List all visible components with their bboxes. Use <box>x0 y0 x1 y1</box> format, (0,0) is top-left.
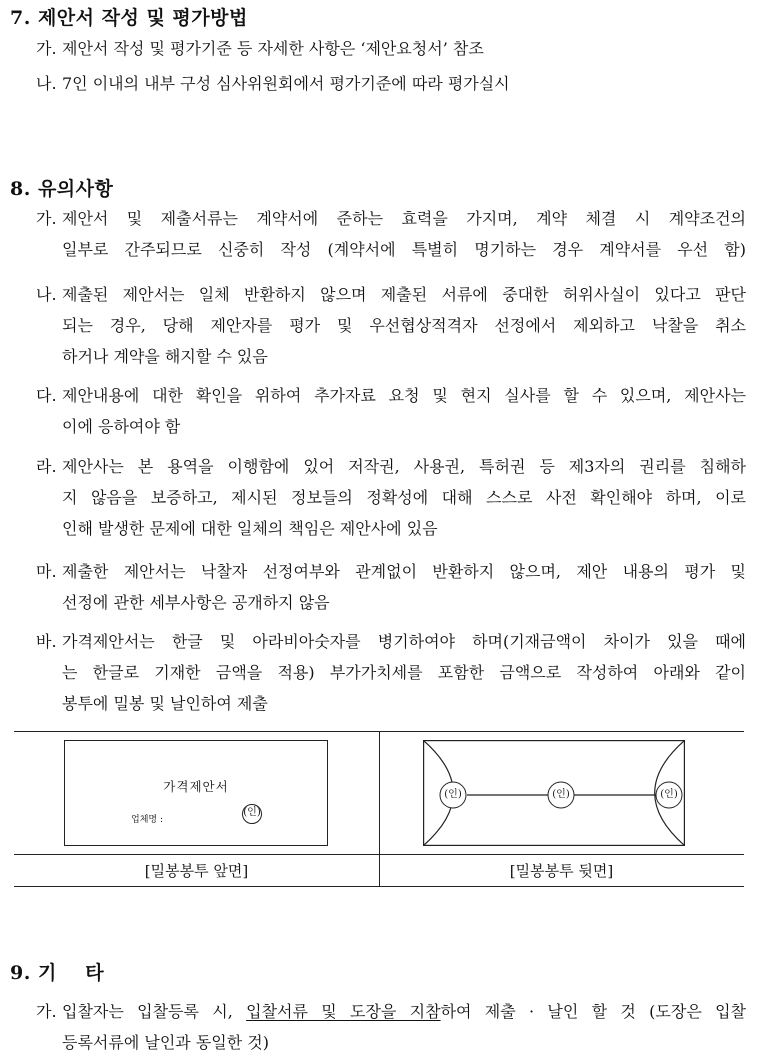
item-marker: 다. <box>36 386 57 405</box>
company-name-label: 업체명 : <box>131 815 163 825</box>
envelope-back-caption: [밀봉봉투 뒷면] <box>509 862 614 880</box>
envelope-figure-table <box>14 731 744 887</box>
item-text: 인해 발생한 문제에 대한 일체의 책임은 제안사에 있음 <box>62 519 438 538</box>
seal-stamp-icon: (인) <box>660 789 678 800</box>
item-text: 제안서 및 제출서류는 계약서에 준하는 효력을 가지며, 계약 체결 시 계약조건의 <box>62 209 746 228</box>
item-marker: 나. <box>36 74 57 93</box>
item-text: 제출된 제안서는 일체 반환하지 않으며 제출된 서류에 중대한 허위사실이 있다고 판단 <box>62 285 746 304</box>
section-8-item-ra <box>36 451 746 544</box>
item-marker: 가. <box>36 209 57 228</box>
section-8-item-ga <box>36 203 746 265</box>
item-text: 되는 경우, 당해 제안자를 평가 및 우선협상적격자 선정에서 제외하고 낙찰을 취소 <box>62 316 746 335</box>
item-text: 이에 응하여야 함 <box>62 417 181 436</box>
section-8-item-ba <box>36 626 746 719</box>
section-8-item-na <box>36 279 746 372</box>
item-text: 선정에 관한 세부사항은 공개하지 않음 <box>62 593 330 612</box>
envelope-front-illustration <box>64 740 328 846</box>
item-marker: 라. <box>36 457 57 476</box>
item-text: 지 않음을 보증하고, 제시된 정보들의 정확성에 대해 스스로 사전 확인해야 하며, 이로 <box>62 488 746 507</box>
section-8-title: 8. 유의사항 <box>10 178 114 200</box>
item-marker: 바. <box>36 632 57 651</box>
item-marker: 가. <box>36 1002 57 1021</box>
item-text: 제안내용에 대한 확인을 위하여 추가자료 요청 및 현지 실사를 할 수 있으며, 제안사는 <box>62 386 746 405</box>
section-7-item-na <box>36 68 746 99</box>
envelope-front-caption: [밀봉봉투 앞면] <box>144 862 249 880</box>
section-7-title: 7. 제안서 작성 및 평가방법 <box>10 7 248 29</box>
item-text: 하거나 계약을 해지할 수 있음 <box>62 347 268 366</box>
section-9-item-ga <box>36 996 746 1058</box>
item-text: 가격제안서는 한글 및 아라비아숫자를 병기하여야 하며(기재금액이 차이가 있을 때에 <box>62 632 746 651</box>
item-text: 봉투에 밀봉 및 날인하여 제출 <box>62 694 268 713</box>
item-marker: 마. <box>36 562 57 581</box>
item-text: 등록서류에 날인과 동일한 것) <box>62 1033 269 1052</box>
item-text: 는 한글로 기재한 금액을 적용) 부가가치세를 포함한 금액으로 작성하여 아래와 같이 <box>62 663 746 682</box>
item-marker: 나. <box>36 285 57 304</box>
item-text: 하여 제출 · 날인 할 것 (도장은 입찰 <box>440 1002 746 1021</box>
item-text: 제안서 작성 및 평가기준 등 자세한 사항은 ‘제안요청서’ 참조 <box>62 39 484 58</box>
envelope-front-title: 가격제안서 <box>163 779 229 794</box>
item-text: 일부로 간주되므로 신중히 작성 (계약서에 특별히 명기하는 경우 계약서를 우선 함) <box>62 240 746 259</box>
seal-stamp-icon: (인) <box>552 789 570 800</box>
item-text: 7인 이내의 내부 구성 심사위원회에서 평가기준에 따라 평가실시 <box>62 74 510 93</box>
section-7-item-ga <box>36 33 746 64</box>
section-9-title: 9. 기 타 <box>10 962 105 984</box>
item-marker: 가. <box>36 39 57 58</box>
item-text: 제안사는 본 용역을 이행함에 있어 저작권, 사용권, 특허권 등 제3자의 권리를 침해하 <box>62 457 746 476</box>
underlined-emphasis: 입찰서류 및 도장을 지참 <box>246 1002 441 1021</box>
seal-stamp-icon: (인) <box>242 804 262 824</box>
section-8-item-da <box>36 380 746 442</box>
item-text: 입찰자는 입찰등록 시, <box>62 1002 247 1021</box>
section-8-item-ma <box>36 556 746 618</box>
seal-stamp-icon: (인) <box>444 789 462 800</box>
item-text: 제출한 제안서는 낙찰자 선정여부와 관계없이 반환하지 않으며, 제안 내용의 평가 및 <box>62 562 746 581</box>
